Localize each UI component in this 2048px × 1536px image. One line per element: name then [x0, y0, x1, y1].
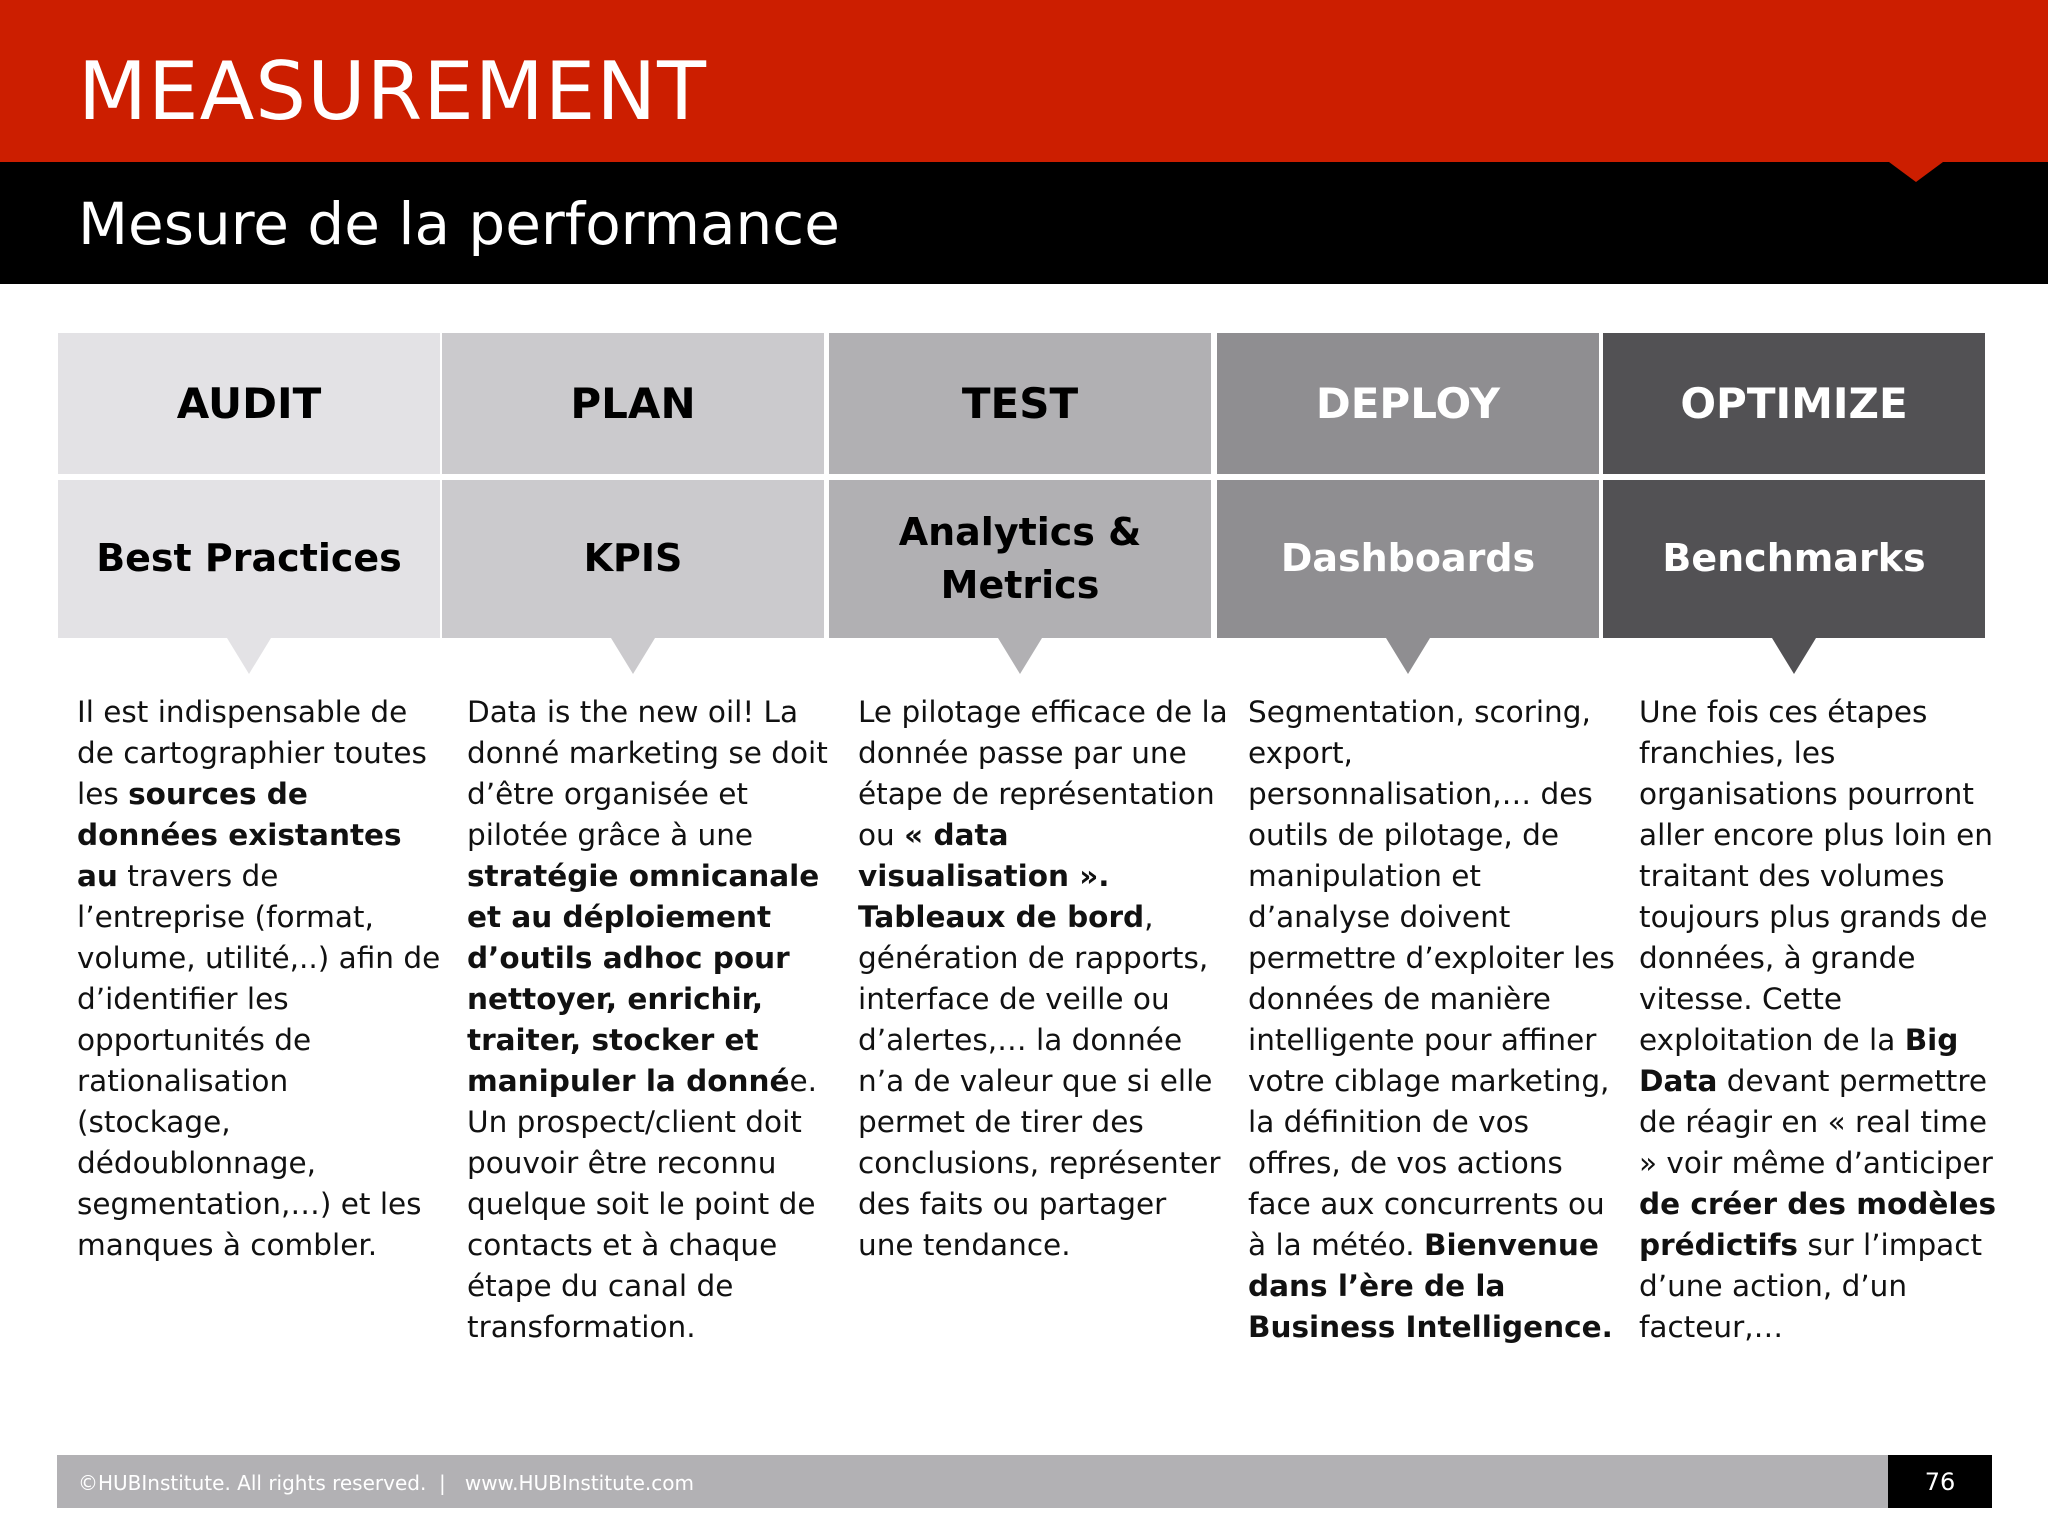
column-plan [442, 333, 824, 638]
tool-text: Dashboards [1280, 536, 1536, 581]
description-test: Le pilotage efficace de la donnée passe par une étape de représentation ou « data visualisation ». Tableaux de bord, génération de rapports, interface de veille ou d’alertes,… la donnée n’a de valeur que si elle permet de tirer des conclusions, représenter des faits ou partager une tendance. [858, 695, 1228, 1262]
column-deploy [1217, 333, 1599, 638]
stage-label-plan: PLAN [442, 333, 824, 474]
pointer-arrow [1772, 638, 1816, 674]
tool-label-plan [442, 480, 824, 638]
stage-label-test: TEST [829, 333, 1211, 474]
pointer-arrow [611, 638, 655, 674]
page-title: MEASUREMENT [78, 45, 708, 138]
column-optimize [1603, 333, 1985, 638]
stage-label-optimize: OPTIMIZE [1603, 333, 1985, 474]
description-deploy: Segmentation, scoring, export, personnalisation,… des outils de pilotage, de manipulation et d’analyse doivent permettre d’exploiter les données de manière intelligente pour affiner votre ciblage marketing, la définition de vos offres, de vos actions face aux concurrents ou à la météo. Bienvenue dans l’ère de la Business Intelligence. [1248, 695, 1615, 1344]
page-subtitle: Mesure de la performance [78, 190, 840, 258]
description-plan: Data is the new oil! La donné marketing se doit d’être organisée et pilotée grâce à une stratégie omnicanale et au déploiement d’outils adhoc pour nettoyer, enrichir, traiter, stocker et manipuler la donnée. Un prospect/client doit pouvoir être reconnu quelque soit le point de contacts et à chaque étape du canal de transformation. [467, 695, 828, 1344]
page-number: 76 [1888, 1455, 1992, 1508]
pointer-arrow [1386, 638, 1430, 674]
tool-label-deploy [1217, 480, 1599, 638]
tool-label-optimize [1603, 480, 1985, 638]
tool-label-audit [58, 480, 440, 638]
tool-text: Analytics & Metrics [898, 509, 1142, 607]
tool-text: Best Practices [96, 536, 402, 581]
stage-label-audit: AUDIT [58, 333, 440, 474]
description-audit: Il est indispensable de de cartographier toutes les sources de données existantes au travers de l’entreprise (format, volume, utilité,..) afin de d’identifier les opportunités de rationalisation (stockage, dédoublonnage, segmentation,…) et les manques à combler. [77, 695, 441, 1262]
tool-text: Benchmarks [1662, 536, 1926, 581]
tool-text: KPIS [583, 536, 683, 581]
description-optimize: Une fois ces étapes franchies, les organisations pourront aller encore plus loin en traitant des volumes toujours plus grands de données, à grande vitesse. Cette exploitation de la Big Data devant permettre de réagir en « real time » voir même d’anticiper de créer des modèles prédictifs sur l’impact d’une action, d’un facteur,… [1639, 695, 1997, 1344]
footer-copyright: ©HUBInstitute. All rights reserved. | www.HUBInstitute.com [78, 1471, 694, 1495]
header-notch [1889, 162, 1943, 182]
pointer-arrow [227, 638, 271, 674]
stage-label-deploy: DEPLOY [1217, 333, 1599, 474]
column-audit [58, 333, 440, 638]
column-test [829, 333, 1211, 638]
tool-label-test [829, 480, 1211, 638]
pointer-arrow [998, 638, 1042, 674]
